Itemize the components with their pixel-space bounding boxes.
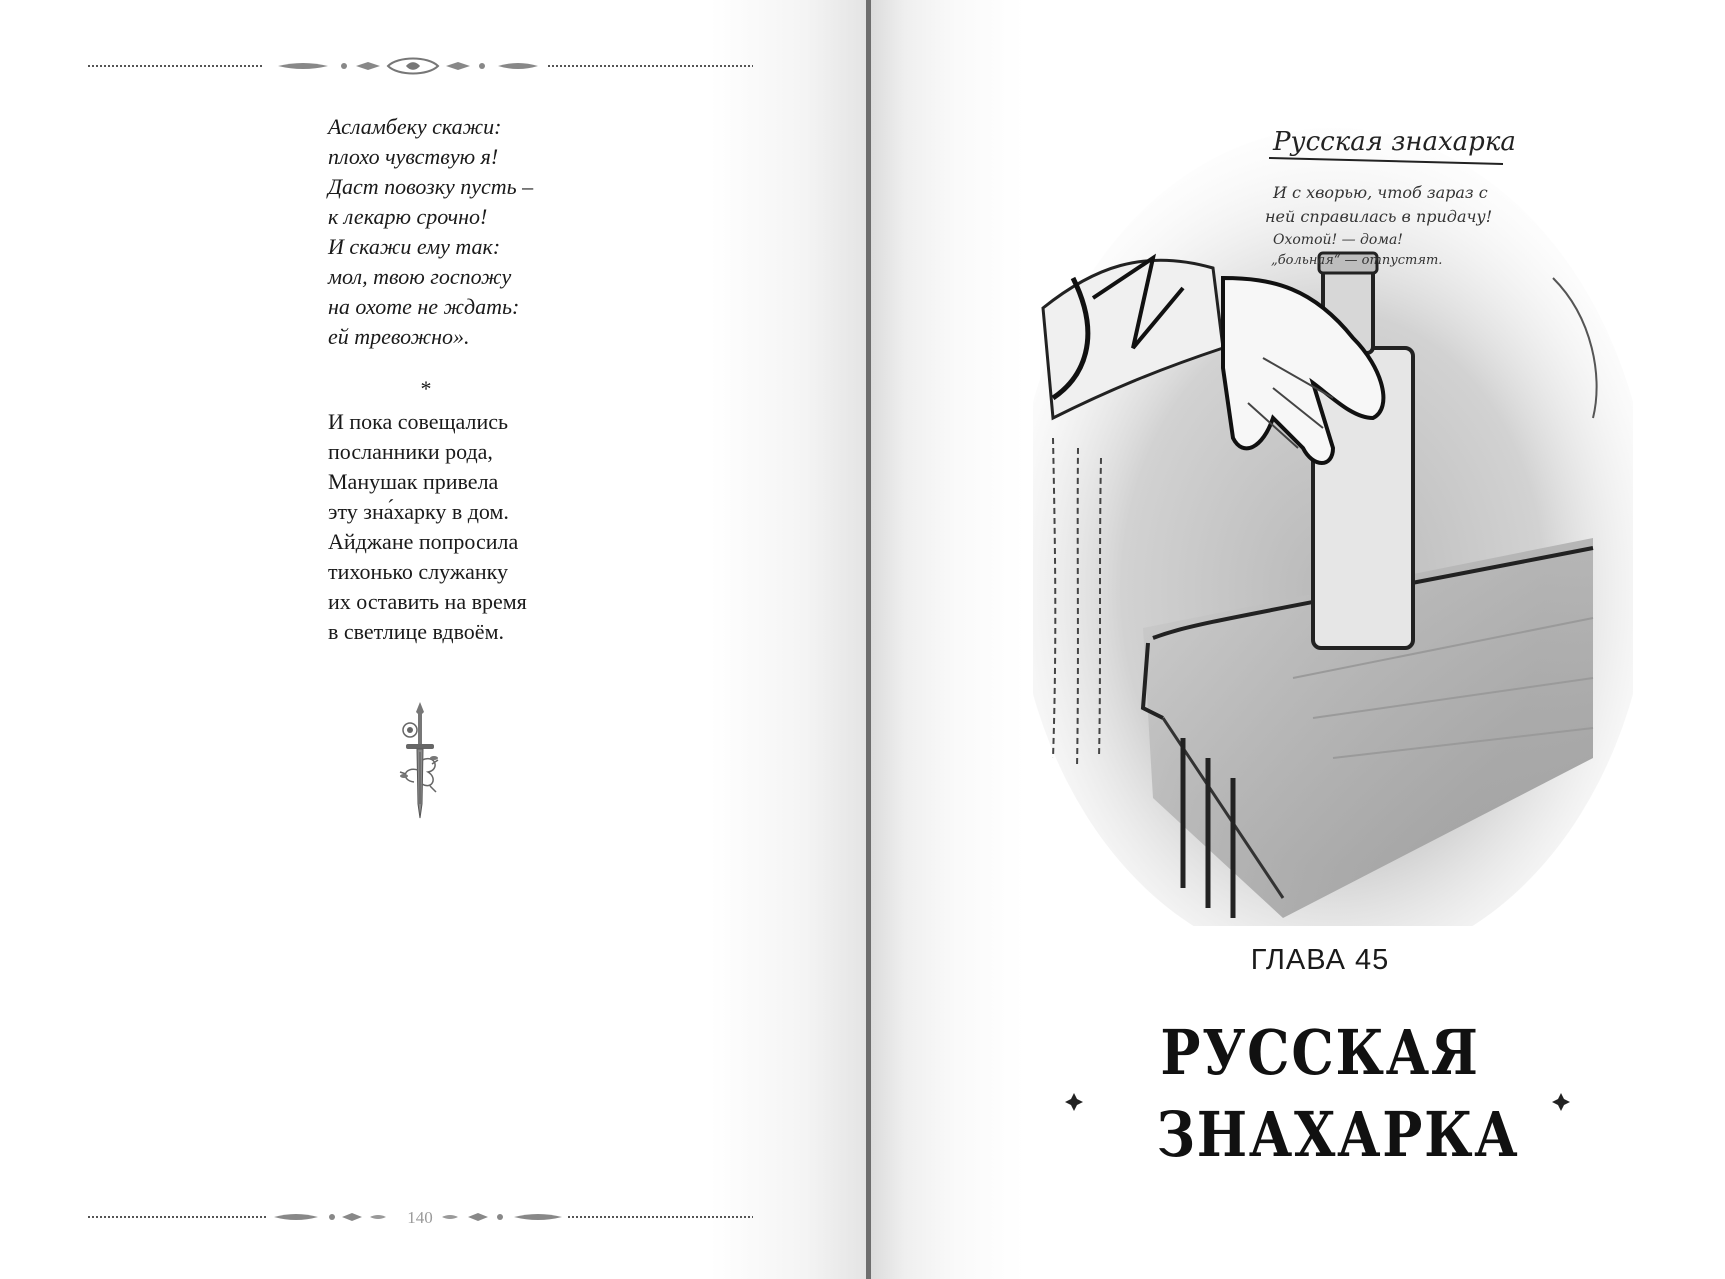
poem-line: на охоте не ждать: [328, 294, 520, 319]
poem-line: Айджане попросила [328, 529, 519, 554]
poem-stanza-regular [328, 407, 628, 647]
svg-text:И с хворью, чтоб зараз с: И с хворью, чтоб зараз с [1273, 183, 1488, 202]
svg-text:„больная“ — отпустят.: „больная“ — отпустят. [1271, 253, 1443, 268]
top-ornamental-rule [88, 56, 753, 76]
chapter-title-line: РУССКАЯ [1160, 1016, 1480, 1089]
poem-line: Асламбеку скажи: [328, 114, 502, 139]
illustration-handwriting-heading: Русская знахарка [1273, 127, 1516, 157]
chapter-title-line: ЗНАХАРКА [1156, 1098, 1520, 1171]
poem-line: плохо чувствую я! [328, 144, 499, 169]
poem-line: в светлице вдвоём. [328, 619, 504, 644]
diamond-ornament-icon [1552, 1093, 1570, 1111]
poem-line: Манушак привела [328, 469, 499, 494]
poem-line: мол, твою госпожу [328, 264, 512, 289]
poem-line: ей тревожно». [328, 324, 470, 349]
diamond-ornament-icon [1065, 1093, 1083, 1111]
poem-line: И пока совещались [328, 409, 509, 434]
dagger-with-rose-icon [392, 700, 448, 820]
page-number: 140 [407, 1208, 433, 1227]
poem-line: посланники рода, [328, 439, 493, 464]
poem-line: к лекарю срочно! [328, 204, 488, 229]
chapter-illustration [1033, 118, 1633, 926]
svg-text:Охотой! — дома!: Охотой! — дома! [1273, 232, 1403, 248]
poem-line: эту зна́харку в дом. [328, 499, 509, 524]
chapter-label: ГЛАВА 45 [1250, 944, 1390, 976]
poem-line: Даст повозку пусть – [328, 174, 534, 199]
poem-line: И скажи ему так: [328, 234, 501, 259]
poem-line: их оставить на время [328, 589, 527, 614]
poem-stanza-italic [328, 112, 628, 352]
svg-text:ней справилась в придачу!: ней справилась в придачу! [1265, 207, 1493, 226]
poem-line: тихонько служанку [328, 559, 508, 584]
section-separator: * [420, 376, 432, 401]
chapter-title [1156, 1012, 1520, 1176]
